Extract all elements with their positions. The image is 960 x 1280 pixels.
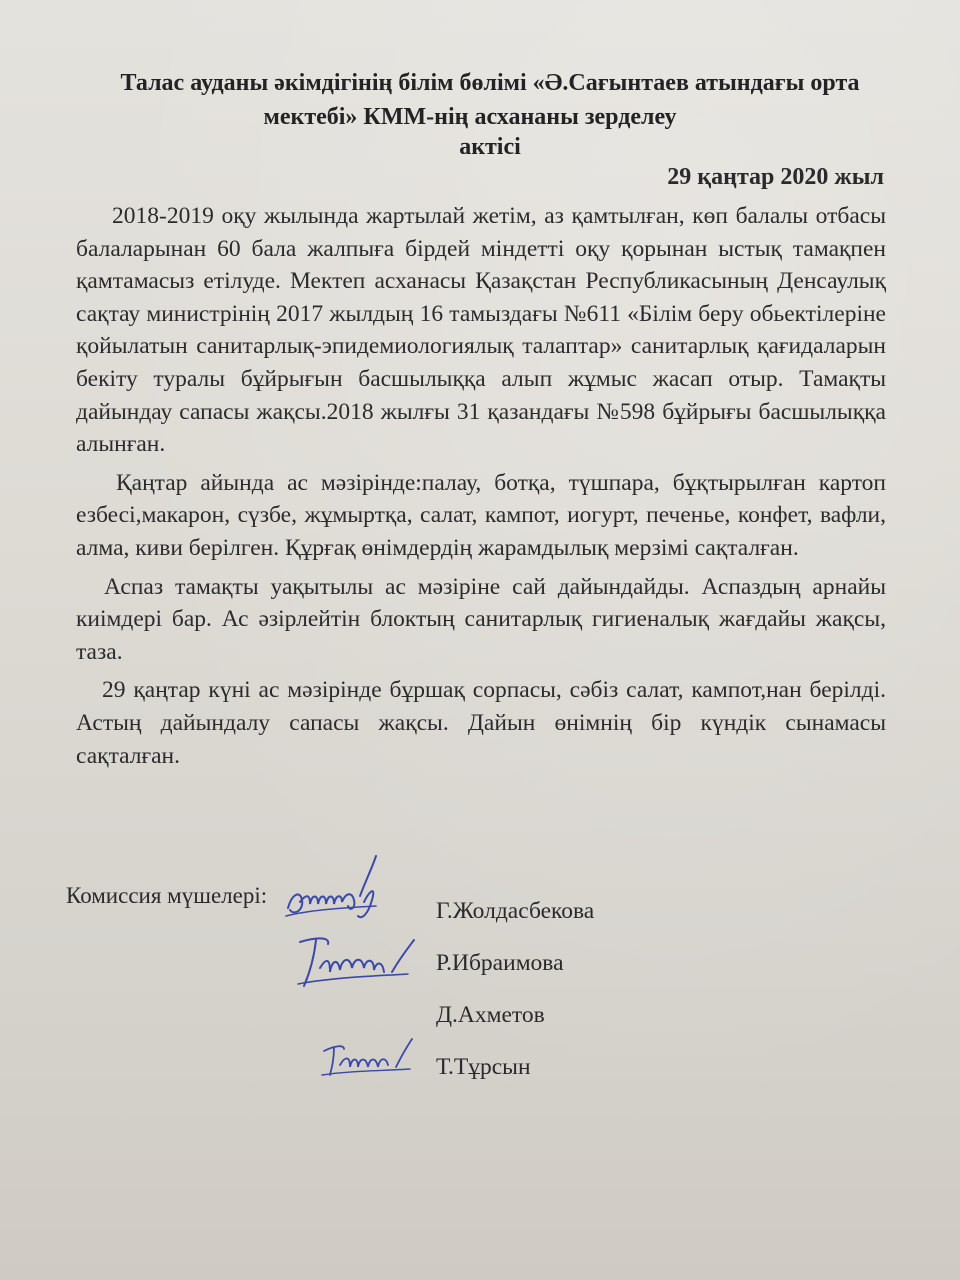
document-title-line-2: мектебі» КММ-нің асхананы зерделеу: [263, 104, 677, 130]
document-date: 29 қаңтар 2020 жыл: [667, 164, 884, 190]
commission-member: Г.Жолдасбекова: [436, 898, 595, 924]
commission-member: Р.Ибраимова: [436, 950, 564, 976]
commission-label: Комиссия мүшелері:: [66, 883, 268, 908]
paragraph: 29 қаңтар күні ас мәзірінде бұршақ сорпасы, сәбіз салат, кампот,нан берілді. Астың дайындалу сапасы жақсы. Дайын өнімнің бір күндік сынамасы сақталған.: [76, 677, 886, 769]
commission-member: Т.Тұрсын: [436, 1054, 531, 1080]
handwritten-signature: [280, 850, 390, 930]
paragraph: 2018-2019 оқу жылында жартылай жетім, аз қамтылған, көп балалы отбасы балаларынан 60 бала жалпыға бірдей міндетті оқу қорынан ыстық тамақпен қамтамасыз етілуде. Мектеп асханасы Қазақстан Республикасының Денсаулық сақтау министрінің 2017 жылдың 16 тамыздағы №611 «Білім беру обьектілеріне қойылатын санитарлық-эпидемиологиялық талаптар» санитарлық қағидаларын бекіту туралы бұйрығын басшылыққа алып жұмыс жасап отыр. Тамақты дайындау сапасы жақсы.2018 жылғы 31 қазандағы №598 бұйрығы басшылыққа алынған.: [76, 203, 886, 458]
document-title-line-1: Талас ауданы әкімдігінің білім бөлімі «Ә.Сағынтаев атындағы орта: [120, 70, 860, 96]
handwritten-signature: [318, 1035, 418, 1085]
document-body: [76, 200, 886, 778]
handwritten-signature: [290, 928, 420, 998]
paragraph: Аспаз тамақты уақытылы ас мәзіріне сай дайындайды. Аспаздың арнайы киімдері бар. Ас әзірлейтін блоктың санитарлық гигиеналық жағдайы жақсы, таза.: [76, 573, 886, 665]
paragraph: Қаңтар айында ас мәзірінде:палау, ботқа, түшпара, бұқтырылған картоп езбесі,макарон, сүзбе, жұмыртқа, салат, кампот, иогурт, печенье, конфет, вафли, алма, киви берілген. Құрғақ өнімдердің жарамдылық мерзімі сақталған.: [76, 469, 886, 561]
document-title-line-3: актісі: [459, 134, 521, 160]
commission-member: Д.Ахметов: [436, 1002, 545, 1028]
